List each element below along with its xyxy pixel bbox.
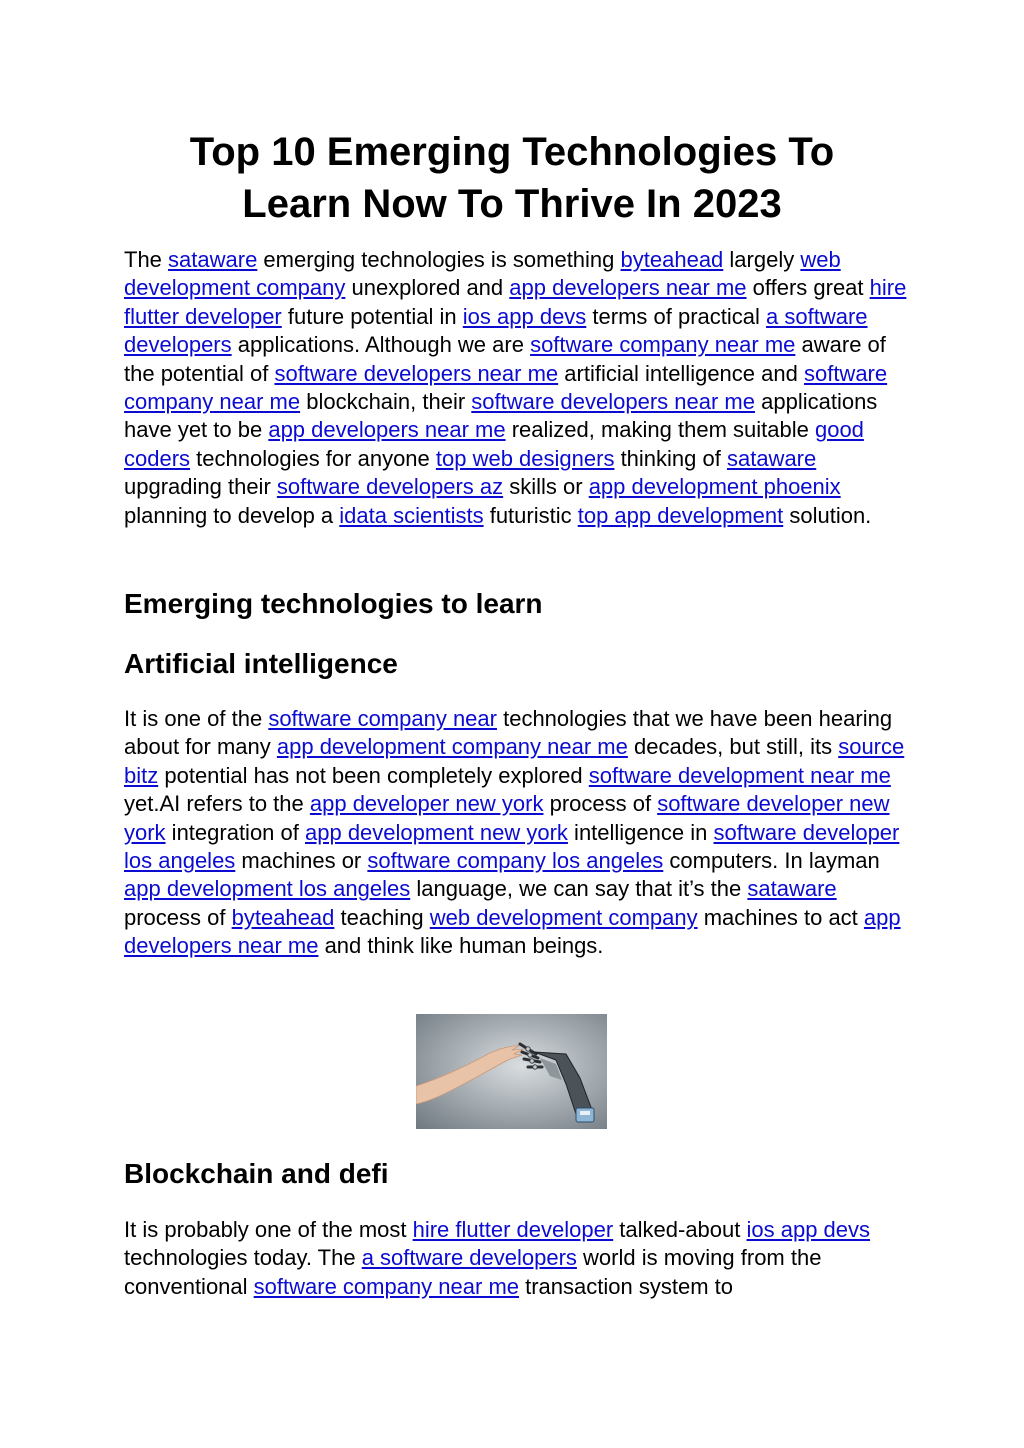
inline-link[interactable]: web development company — [124, 247, 841, 301]
inline-link[interactable]: ios app devs — [746, 1217, 871, 1242]
inline-link[interactable]: software developer los angeles — [124, 819, 900, 874]
inline-link[interactable]: software company near — [268, 706, 497, 731]
inline-link[interactable]: hire flutter developer — [124, 275, 907, 329]
intro-paragraph: The sataware emerging technologies is something byteahead largely web development company unexplored and app developers near me offers great hire flutter developer future potential in ios app devs terms of practical a software developers applications. Although we are software company near me aware of the potential of software developers near me artificial intelligence and software company near me blockchain, their software developers near me applications have yet to be app developers near me realized, making them suitable good coders technologies for anyone top web designers thinking of sataware upgrading their software developers az skills or app development phoenix planning to develop a idata scientists futuristic top app development solution. — [124, 247, 907, 528]
inline-link[interactable]: source bitz — [124, 734, 905, 788]
human-robot-hand-image — [416, 1014, 607, 1129]
inline-link[interactable]: ios app devs — [462, 303, 587, 329]
inline-link[interactable]: app development los angeles — [124, 876, 411, 902]
inline-link[interactable]: sataware — [168, 247, 258, 272]
inline-link[interactable]: app developers near me — [268, 417, 506, 443]
inline-link[interactable]: byteahead — [620, 247, 724, 272]
inline-link[interactable]: app development phoenix — [588, 474, 841, 500]
section-heading-ai: Artificial intelligence — [124, 648, 398, 679]
inline-link[interactable]: software developers near me — [471, 389, 755, 415]
section-heading-blockchain: Blockchain and defi — [124, 1158, 389, 1189]
inline-link[interactable]: good coders — [124, 417, 864, 471]
inline-link[interactable]: sataware — [726, 445, 817, 471]
inline-link[interactable]: software company los angeles — [367, 848, 664, 874]
inline-link[interactable]: app development company near me — [276, 734, 628, 760]
title-line-2: Learn Now To Thrive In 2023 — [242, 182, 782, 226]
ai-paragraph: It is one of the software company near technologies that we have been hearing about for many app development company near me decades, but still, its source bitz potential has not been completely explored software development near me yet.AI refers to the app developer new york process of software developer new york integration of app development new york intelligence in software developer los angeles machines or software company los angeles computers. In layman app development los angeles language, we can say that it’s the sataware process of byteahead teaching web development company machines to act app developers near me and think like human beings. — [124, 706, 905, 959]
inline-link[interactable]: software developers near me — [274, 360, 559, 386]
inline-link[interactable]: web development company — [429, 904, 698, 930]
inline-link[interactable]: idata scientists — [339, 502, 484, 528]
inline-link[interactable]: top app development — [577, 502, 784, 528]
inline-link[interactable]: top web designers — [435, 445, 615, 471]
inline-link[interactable]: software developers az — [276, 474, 504, 500]
inline-link[interactable]: software development near me — [588, 762, 891, 788]
inline-link[interactable]: software company near me — [124, 360, 888, 415]
inline-link[interactable]: app developer new york — [309, 791, 544, 817]
inline-link[interactable]: sataware — [747, 876, 837, 902]
inline-link[interactable]: software company near me — [530, 332, 796, 358]
inline-link[interactable]: a software developers — [124, 303, 868, 358]
page-title — [124, 126, 900, 230]
blockchain-paragraph: It is probably one of the most hire flutter developer talked-about ios app devs technologies today. The a software developers world is moving from the conventional software company near me transaction system to — [124, 1217, 871, 1299]
inline-link[interactable]: software developer new york — [124, 791, 890, 845]
inline-link[interactable]: byteahead — [231, 904, 335, 930]
inline-link[interactable]: app developers near me — [509, 275, 747, 301]
inline-link[interactable]: hire flutter developer — [412, 1217, 614, 1242]
inline-link[interactable]: software company near me — [253, 1273, 519, 1299]
inline-link[interactable]: a software developers — [361, 1245, 577, 1271]
section-heading-emerging: Emerging technologies to learn — [124, 588, 543, 619]
inline-link[interactable]: app development new york — [305, 819, 568, 845]
inline-link[interactable]: app developers near me — [124, 904, 901, 959]
title-line-1: Top 10 Emerging Technologies To — [189, 130, 835, 174]
